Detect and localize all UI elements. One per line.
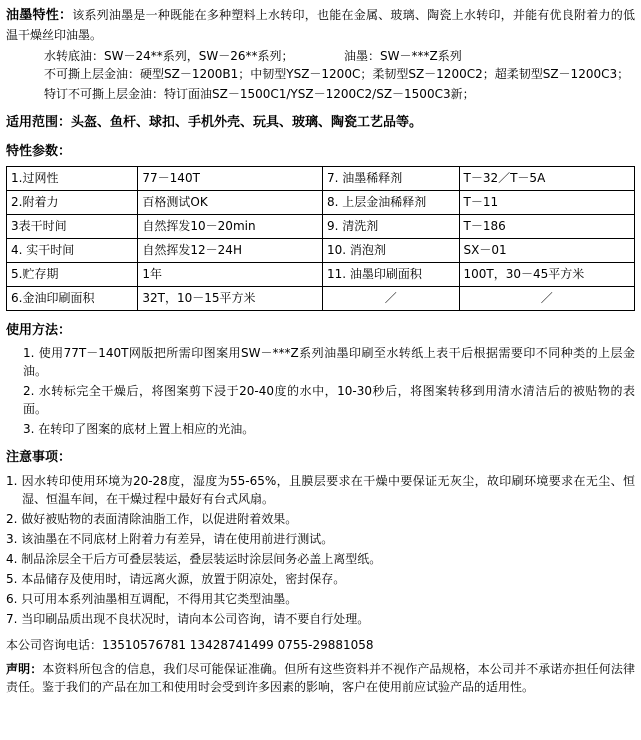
table-row <box>7 286 635 310</box>
param-name: 8. 上层金油稀释剂 <box>322 190 459 214</box>
scope-section <box>6 113 635 133</box>
table-row <box>7 262 635 286</box>
param-name: 5.贮存期 <box>7 262 138 286</box>
table-row <box>7 166 635 190</box>
param-value: 自然挥发12－24H <box>138 238 323 262</box>
table-row <box>7 238 635 262</box>
list-item: 5. 本品储存及使用时，请远离火源，放置于阴凉处，密封保存。 <box>6 571 346 586</box>
param-name: 3表干时间 <box>7 214 138 238</box>
list-item: 3. 该油墨在不同底材上附着力有差异，请在使用前进行测试。 <box>6 531 334 546</box>
param-name: 2.附着力 <box>7 190 138 214</box>
list-item: 1. 使用77T－140T网版把所需印图案用SW－***Z系列油墨印刷至水转纸上表干后根据需要印不同种类的上层金油。 <box>23 346 635 378</box>
param-name: 1.过网性 <box>7 166 138 190</box>
param-value: 百格测试OK <box>138 190 323 214</box>
list-item: 6. 只可用本系列油墨相互调配，不得用其它类型油墨。 <box>6 591 298 606</box>
series-line-1 <box>6 47 635 65</box>
list-item: 3. 在转印了图案的底材上置上相应的光油。 <box>23 422 255 436</box>
usage-list <box>6 344 635 438</box>
list-item: 7. 当印刷品质出现不良状况时，请向本公司咨询，请不要自行处理。 <box>6 611 370 626</box>
param-value: 100T，30－45平方米 <box>459 262 635 286</box>
param-name: 9. 清洗剂 <box>322 214 459 238</box>
param-value: ／ <box>459 286 635 310</box>
usage-heading: 使用方法： <box>6 322 72 338</box>
list-item: 4. 制品涂层全干后方可叠层装运，叠层装运时涂层间务必盖上离型纸。 <box>6 551 382 566</box>
param-name: ／ <box>322 286 459 310</box>
ink-characteristics-section <box>6 6 635 44</box>
param-name: 11. 油墨印刷面积 <box>322 262 459 286</box>
params-heading: 特性参数： <box>6 144 72 159</box>
disclaimer-section <box>6 660 635 696</box>
disclaimer-label: 声明： <box>6 661 43 676</box>
param-name: 6.金油印刷面积 <box>7 286 138 310</box>
param-value: 32T，10－15平方米 <box>138 286 323 310</box>
series-line-3: 特订不可撕上层金油：特订面油SZ－1500C1/YSZ－1200C2/SZ－1500C3新； <box>44 86 475 101</box>
contact-phone: 本公司咨询电话：13510576781 13428741499 0755-29881058 <box>6 637 374 652</box>
ink-series: 油墨：SW－***Z系列 <box>344 48 462 63</box>
list-item: 2. 做好被贴物的表面清除油脂工作，以促进附着效果。 <box>6 511 298 526</box>
param-value: T－32／T－5A <box>459 166 635 190</box>
scope-text: 头盔、鱼杆、球扣、手机外壳、玩具、玻璃、陶瓷工艺品等。 <box>71 114 423 130</box>
param-name: 10. 消泡剂 <box>322 238 459 262</box>
params-table <box>6 166 635 311</box>
param-value: T－11 <box>459 190 635 214</box>
param-value: 自然挥发10－20min <box>138 214 323 238</box>
list-item: 1. 因水转印使用环境为20-28度，湿度为55-65%，且膜层要求在干燥中要保证无灰尘，故印刷环境要求在无尘、恒湿、恒温车间，在干燥过程中最好有台式风扇。 <box>6 473 635 506</box>
disclaimer-text: 本资料所包含的信息，我们尽可能保证准确。但所有这些资料并不视作产品规格，本公司并不承诺亦担任何法律责任。鉴于我们的产品在加工和使用时会受到许多因素的影响，客户在使用前应试验产品的适用性。 <box>6 661 635 694</box>
param-value: 77－140T <box>138 166 323 190</box>
param-value: SX－01 <box>459 238 635 262</box>
notes-heading: 注意事项： <box>6 450 72 465</box>
table-row <box>7 190 635 214</box>
param-name: 4. 实干时间 <box>7 238 138 262</box>
param-value: 1年 <box>138 262 323 286</box>
list-item: 2. 水转标完全干燥后，将图案剪下浸于20-40度的水中，10-30秒后，将图案转移到用清水清洁后的被贴物的表面。 <box>23 384 635 416</box>
series-line-2: 不可撕上层金油：硬型SZ－1200B1；中韧型YSZ－1200C；柔韧型SZ－1200C2；超柔韧型SZ－1200C3； <box>44 66 630 81</box>
scope-label: 适用范围： <box>6 114 72 130</box>
param-value: T－186 <box>459 214 635 238</box>
ink-characteristics-label: 油墨特性： <box>6 8 73 23</box>
ink-characteristics-text: 该系列油墨是一种既能在多种塑料上水转印，也能在金属、玻璃、陶瓷上水转印，并能有优良附着力的低温干燥丝印油墨。 <box>6 8 635 42</box>
base-oil-series: 水转底油：SW－24**系列，SW－26**系列； <box>44 48 294 63</box>
table-row <box>7 214 635 238</box>
notes-list <box>6 472 635 628</box>
param-name: 7. 油墨稀释剂 <box>322 166 459 190</box>
